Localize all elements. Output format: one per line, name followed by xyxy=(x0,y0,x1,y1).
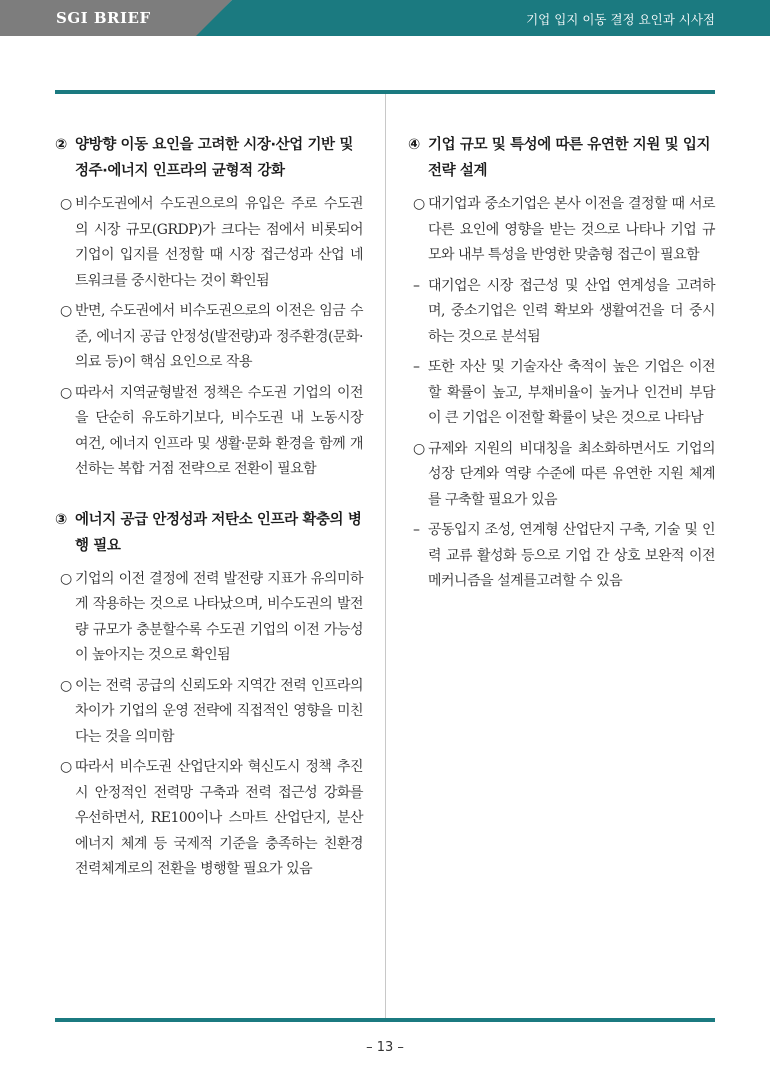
section-heading xyxy=(55,132,363,184)
bullet-text: 따라서 비수도권 산업단지와 혁신도시 정책 추진 시 안정적인 전력망 구축과 전력 접근성 강화를 우선하면서, RE100이나 스마트 산업단지, 분산 에너지 체계 등 국제적 기준을 충족하는 친환경 전력체계로의 전환을 병행할 필요가 있음 xyxy=(75,759,363,877)
bullet-text: 이는 전력 공급의 신뢰도와 지역간 전력 인프라의 차이가 기업의 운영 전략에 직접적인 영향을 미친다는 것을 의미함 xyxy=(75,677,363,745)
document-title: 기업 입지 이동 결정 요인과 시사점 xyxy=(526,12,715,27)
circle-bullet-icon: ○ xyxy=(60,384,72,401)
dash-bullet-icon: – xyxy=(413,277,420,294)
section-gap xyxy=(55,491,363,507)
bullet-text: 반면, 수도권에서 비수도권으로의 이전은 임금 수준, 에너지 공급 안정성(발전량)과 정주환경(문화·의료 등)이 핵심 요인으로 작용 xyxy=(75,303,363,370)
bullet-text: 기업의 이전 결정에 전력 발전량 지표가 유의미하게 작용하는 것으로 나타났으며, 비수도권의 발전량 규모가 충분할수록 수도권 기업의 이전 가능성이 높아지는 것으로 확인됨 xyxy=(75,570,363,663)
circle-bullet-icon: ○ xyxy=(60,196,72,212)
right-column xyxy=(408,132,715,603)
section-number: ④ xyxy=(408,137,420,153)
circle-bullet-icon: ○ xyxy=(60,677,72,694)
bullet-text: 따라서 지역균형발전 정책은 수도권 기업의 이전을 단순히 유도하기보다, 비수도권 내 노동시장 여건, 에너지 인프라 및 생활·문화 환경을 함께 개선하는 복합 거점 전략으로 전환이 필요함 xyxy=(75,384,363,477)
dash-bullet-icon: – xyxy=(413,359,420,375)
section-heading-text: 기업 규모 및 특성에 따른 유연한 지원 및 입지 전략 설계 xyxy=(428,137,711,179)
circle-bullet-icon: ○ xyxy=(60,759,72,775)
page-header xyxy=(0,0,770,36)
section-4 xyxy=(408,132,715,595)
bullet-item xyxy=(55,755,363,883)
circle-bullet-icon: ○ xyxy=(413,196,425,212)
circle-bullet-icon: ○ xyxy=(60,570,72,587)
sub-bullet-item xyxy=(408,274,715,351)
bullet-item xyxy=(55,567,363,669)
bullet-item xyxy=(408,437,715,514)
sub-bullet-item xyxy=(408,518,715,595)
page-number: – 13 – xyxy=(366,1040,404,1055)
dash-bullet-icon: – xyxy=(413,522,420,538)
bullet-text: 또한 자산 및 기술자산 축적이 높은 기업은 이전할 확률이 높고, 부채비율이 높거나 인건비 부담이 큰 기업은 이전할 확률이 낮은 것으로 나타남 xyxy=(428,359,715,426)
section-heading xyxy=(408,132,715,184)
bullet-text: 대기업은 시장 접근성 및 산업 연계성을 고려하며, 중소기업은 인력 확보와 생활여건을 더 중시하는 것으로 분석됨 xyxy=(428,277,715,345)
bullet-text: 공동입지 조성, 연계형 산업단지 구축, 기술 및 인력 교류 활성화 등으로 기업 간 상호 보완적 이전 메커니즘을 설계를고려할 수 있음 xyxy=(428,522,715,589)
section-heading xyxy=(55,507,363,559)
section-number: ③ xyxy=(55,511,67,528)
bullet-item xyxy=(55,299,363,376)
brand-logo: SGI BRIEF xyxy=(56,9,151,27)
bullet-item xyxy=(55,381,363,483)
bullet-text: 대기업과 중소기업은 본사 이전을 결정할 때 서로 다른 요인에 영향을 받는 것으로 나타나 기업 규모와 내부 특성을 반영한 맞춤형 접근이 필요함 xyxy=(428,196,715,263)
bullet-text: 규제와 지원의 비대칭을 최소화하면서도 기업의 성장 단계와 역량 수준에 따른 유연한 지원 체계를 구축할 필요가 있음 xyxy=(428,440,715,508)
circle-bullet-icon: ○ xyxy=(60,303,72,319)
bullet-item xyxy=(408,192,715,269)
bullet-item xyxy=(55,192,363,294)
column-divider xyxy=(385,94,386,1018)
sub-bullet-item xyxy=(408,355,715,432)
bullet-item xyxy=(55,674,363,751)
bottom-rule xyxy=(55,1018,715,1022)
section-2 xyxy=(55,132,363,483)
left-column xyxy=(55,132,363,891)
section-heading-text: 양방향 이동 요인을 고려한 시장·산업 기반 및 정주·에너지 인프라의 균형적 강화 xyxy=(75,137,353,179)
section-heading-text: 에너지 공급 안정성과 저탄소 인프라 확충의 병행 필요 xyxy=(75,511,362,554)
section-3 xyxy=(55,507,363,883)
bullet-text: 비수도권에서 수도권으로의 유입은 주로 수도권의 시장 규모(GRDP)가 크다는 점에서 비롯되어 기업이 입지를 선정할 때 시장 접근성과 산업 네트워크를 중시한다는 것이 확인됨 xyxy=(75,196,363,289)
circle-bullet-icon: ○ xyxy=(413,440,425,457)
section-number: ② xyxy=(55,137,67,153)
